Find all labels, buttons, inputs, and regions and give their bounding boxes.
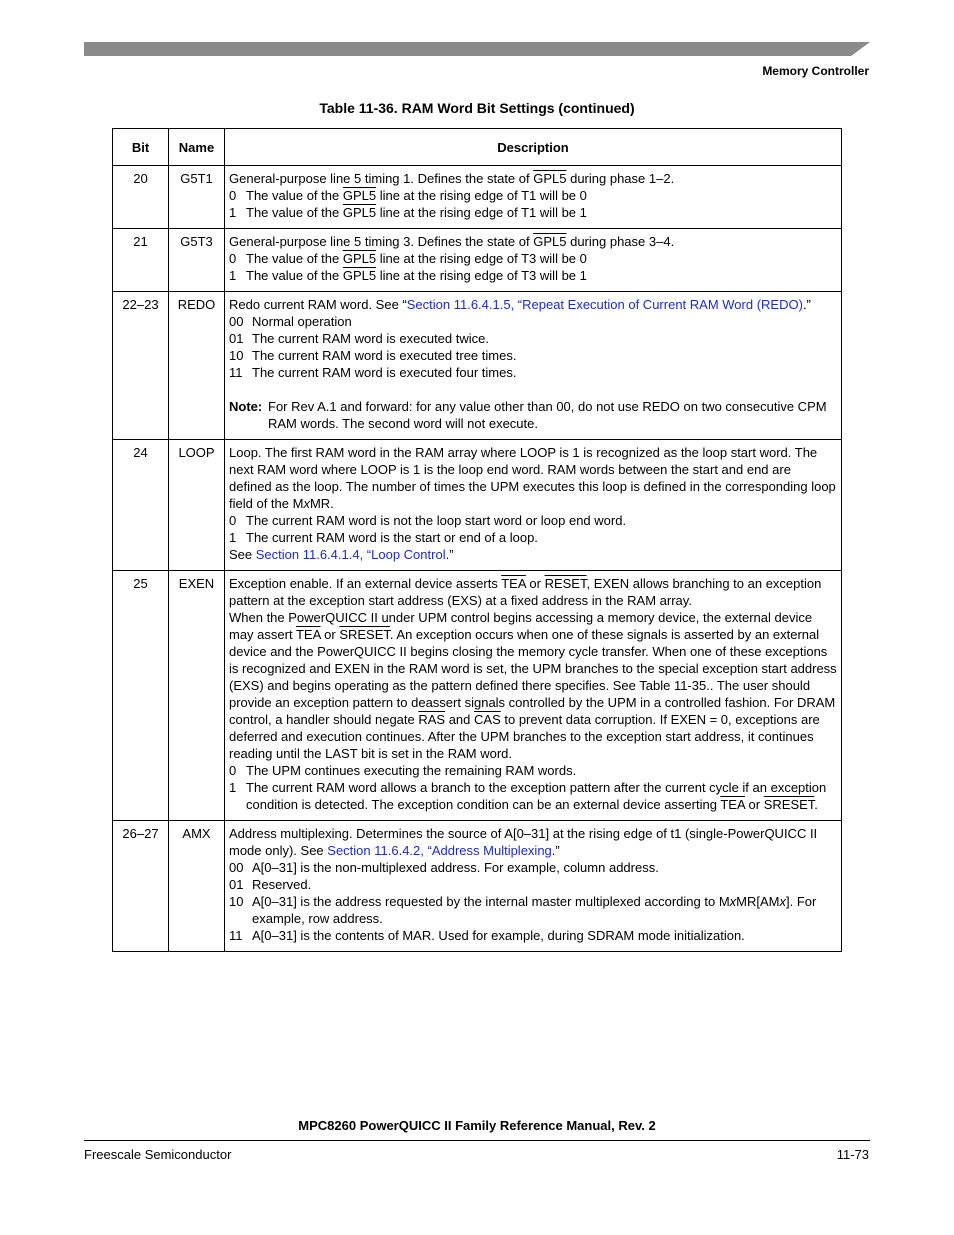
option-item: 10 A[0–31] is the address requested by the internal master multiplexed according to MxMR[AMx]. For example, row address. xyxy=(229,894,817,926)
description-text: When the PowerQUICC II under UPM control begins accessing a memory device, the external device may assert $\overline{TEA}$ or SRESET. An exception occurs when one of these signals is asserted by an external device and the PowerQUICC II begins closing the memory cycle transfer. When one of these exceptions is recognized and EXEN in the RAM word is set, the UPM branches to the special exception start address (EXS) and begins operating as the pattern defined there specifies. See Table 11-35.. The user should provide an exception pattern to deassert signals controlled by the UPM in a controlled fashion. For DRAM control, a handler should negate $\overline{RAS}$ and $\overline{CAS}$ to prevent data corruption. If EXEN = 0, exceptions are deferred and execution continues. After the UPM branches to the exception start address, it continues reading until the LAST bit is set in the RAM word. xyxy=(229,610,837,761)
description-text: General-purpose line 5 timing 1. Defines the state of GPL5 during phase 1–2. xyxy=(229,171,675,186)
description-text: General-purpose line 5 timing 3. Defines the state of GPL5 during phase 3–4. xyxy=(229,234,675,249)
table-row xyxy=(113,821,842,952)
signal-name: GPL5 xyxy=(342,205,377,220)
option-item: 10 The current RAM word is executed tree times. xyxy=(229,348,517,363)
description-cell xyxy=(225,229,842,292)
footer-title: MPC8260 PowerQUICC II Family Reference Manual, Rev. 2 xyxy=(298,1118,656,1133)
table-row xyxy=(113,440,842,571)
name-cell: LOOP xyxy=(169,440,225,571)
bit-cell: 24 xyxy=(113,440,169,571)
footer-divider xyxy=(84,1140,870,1141)
signal-name: $\overline{TEA}$ xyxy=(501,576,526,591)
column-header-bit: Bit xyxy=(113,129,169,166)
option-item: 00 A[0–31] is the non-multiplexed address. For example, column address. xyxy=(229,860,659,875)
table-row xyxy=(113,292,842,440)
signal-name: GPL5 xyxy=(533,171,567,186)
section-link[interactable]: Section 11.6.4.1.5, “Repeat Execution of Current RAM Word (REDO) xyxy=(406,297,803,312)
bit-cell: 21 xyxy=(113,229,169,292)
page-number: 11-73 xyxy=(836,1147,869,1162)
name-cell: EXEN xyxy=(169,571,225,821)
description-text: Loop. The first RAM word in the RAM array where LOOP is 1 is recognized as the loop start word. The next RAM word where LOOP is 1 is the loop end word. RAM words between the start and end are defined as the loop. The number of times the UPM executes this loop is defined in the corresponding loop field of the MxMR. xyxy=(229,445,836,511)
description-cell xyxy=(225,292,842,440)
option-item: 1 The value of the GPL5 line at the rising edge of T3 will be 1 xyxy=(229,268,587,283)
name-cell: REDO xyxy=(169,292,225,440)
footer-company: Freescale Semiconductor xyxy=(84,1147,232,1162)
bit-settings-table xyxy=(112,128,842,952)
name-cell: G5T3 xyxy=(169,229,225,292)
signal-name: SRESET xyxy=(763,797,815,812)
signal-name: $\overline{TEA}$ xyxy=(720,797,745,812)
description-cell xyxy=(225,166,842,229)
name-cell: G5T1 xyxy=(169,166,225,229)
signal-name: $\overline{RAS}$ xyxy=(418,712,446,727)
option-item: 0 The value of the GPL5 line at the rising edge of T1 will be 0 xyxy=(229,188,587,203)
option-item: 0 The current RAM word is not the loop start word or loop end word. xyxy=(229,513,627,528)
column-header-name: Name xyxy=(169,129,225,166)
option-item: 11 A[0–31] is the contents of MAR. Used for example, during SDRAM mode initialization. xyxy=(229,928,745,943)
description-cell xyxy=(225,821,842,952)
option-item: 0 The value of the GPL5 line at the rising edge of T3 will be 0 xyxy=(229,251,587,266)
header-bar xyxy=(84,42,870,56)
see-reference: See Section 11.6.4.1.4, “Loop Control.” xyxy=(229,547,454,562)
signal-name: RESET xyxy=(544,576,587,591)
signal-name: GPL5 xyxy=(342,188,377,203)
description-text: Address multiplexing. Determines the source of A[0–31] at the rising edge of t1 (single-PowerQUICC II mode only). See Section 11.6.4.2, “Address Multiplexing.” xyxy=(229,826,818,858)
signal-name: $\overline{CAS}$ xyxy=(474,712,501,727)
table-header-row xyxy=(113,129,842,166)
note-text: For Rev A.1 and forward: for any value other than 00, do not use REDO on two consecutive CPM RAM words. The second word will not execute. xyxy=(268,399,827,431)
signal-name: GPL5 xyxy=(533,234,567,249)
note xyxy=(229,398,837,432)
option-item: 01 Reserved. xyxy=(229,877,312,892)
description-cell xyxy=(225,440,842,571)
note-label: Note: xyxy=(229,399,263,414)
option-item: 1 The current RAM word allows a branch to the exception pattern after the current cycle if an exception condition is detected. The exception condition can be an external device asserting $\overline{TEA}$ or SRESET. xyxy=(229,780,827,812)
signal-name: SRESET xyxy=(339,627,390,642)
bit-cell: 25 xyxy=(113,571,169,821)
section-link[interactable]: Section 11.6.4.2, “Address Multiplexing xyxy=(327,843,552,858)
description-cell xyxy=(225,571,842,821)
description-text: Exception enable. If an external device asserts $\overline{TEA}$ or RESET, EXEN allows branching to an exception pattern at the exception start address (EXS) at a fixed address in the RAM array. xyxy=(229,576,822,608)
bit-cell: 22–23 xyxy=(113,292,169,440)
option-item: 00 Normal operation xyxy=(229,314,352,329)
signal-name: GPL5 xyxy=(342,268,377,283)
bit-cell: 20 xyxy=(113,166,169,229)
option-item: 1 The current RAM word is the start or end of a loop. xyxy=(229,530,538,545)
signal-name: $\overline{TEA}$ xyxy=(295,627,321,642)
table-row xyxy=(113,166,842,229)
option-item: 11 The current RAM word is executed four times. xyxy=(229,365,517,380)
option-item: 0 The UPM continues executing the remaining RAM words. xyxy=(229,763,577,778)
table-title: Table 11-36. RAM Word Bit Settings (continued) xyxy=(319,100,635,116)
description-text: Redo current RAM word. See “Section 11.6.4.1.5, “Repeat Execution of Current RAM Word (REDO).” xyxy=(229,297,811,312)
name-cell: AMX xyxy=(169,821,225,952)
option-item: 1 The value of the GPL5 line at the rising edge of T1 will be 1 xyxy=(229,205,587,220)
section-link[interactable]: Section 11.6.4.1.4, “Loop Control xyxy=(255,547,446,562)
bit-cell: 26–27 xyxy=(113,821,169,952)
signal-name: GPL5 xyxy=(342,251,377,266)
table-row xyxy=(113,571,842,821)
option-item: 01 The current RAM word is executed twice. xyxy=(229,331,489,346)
table-row xyxy=(113,229,842,292)
section-label: Memory Controller xyxy=(762,64,869,78)
column-header-description: Description xyxy=(225,129,842,166)
